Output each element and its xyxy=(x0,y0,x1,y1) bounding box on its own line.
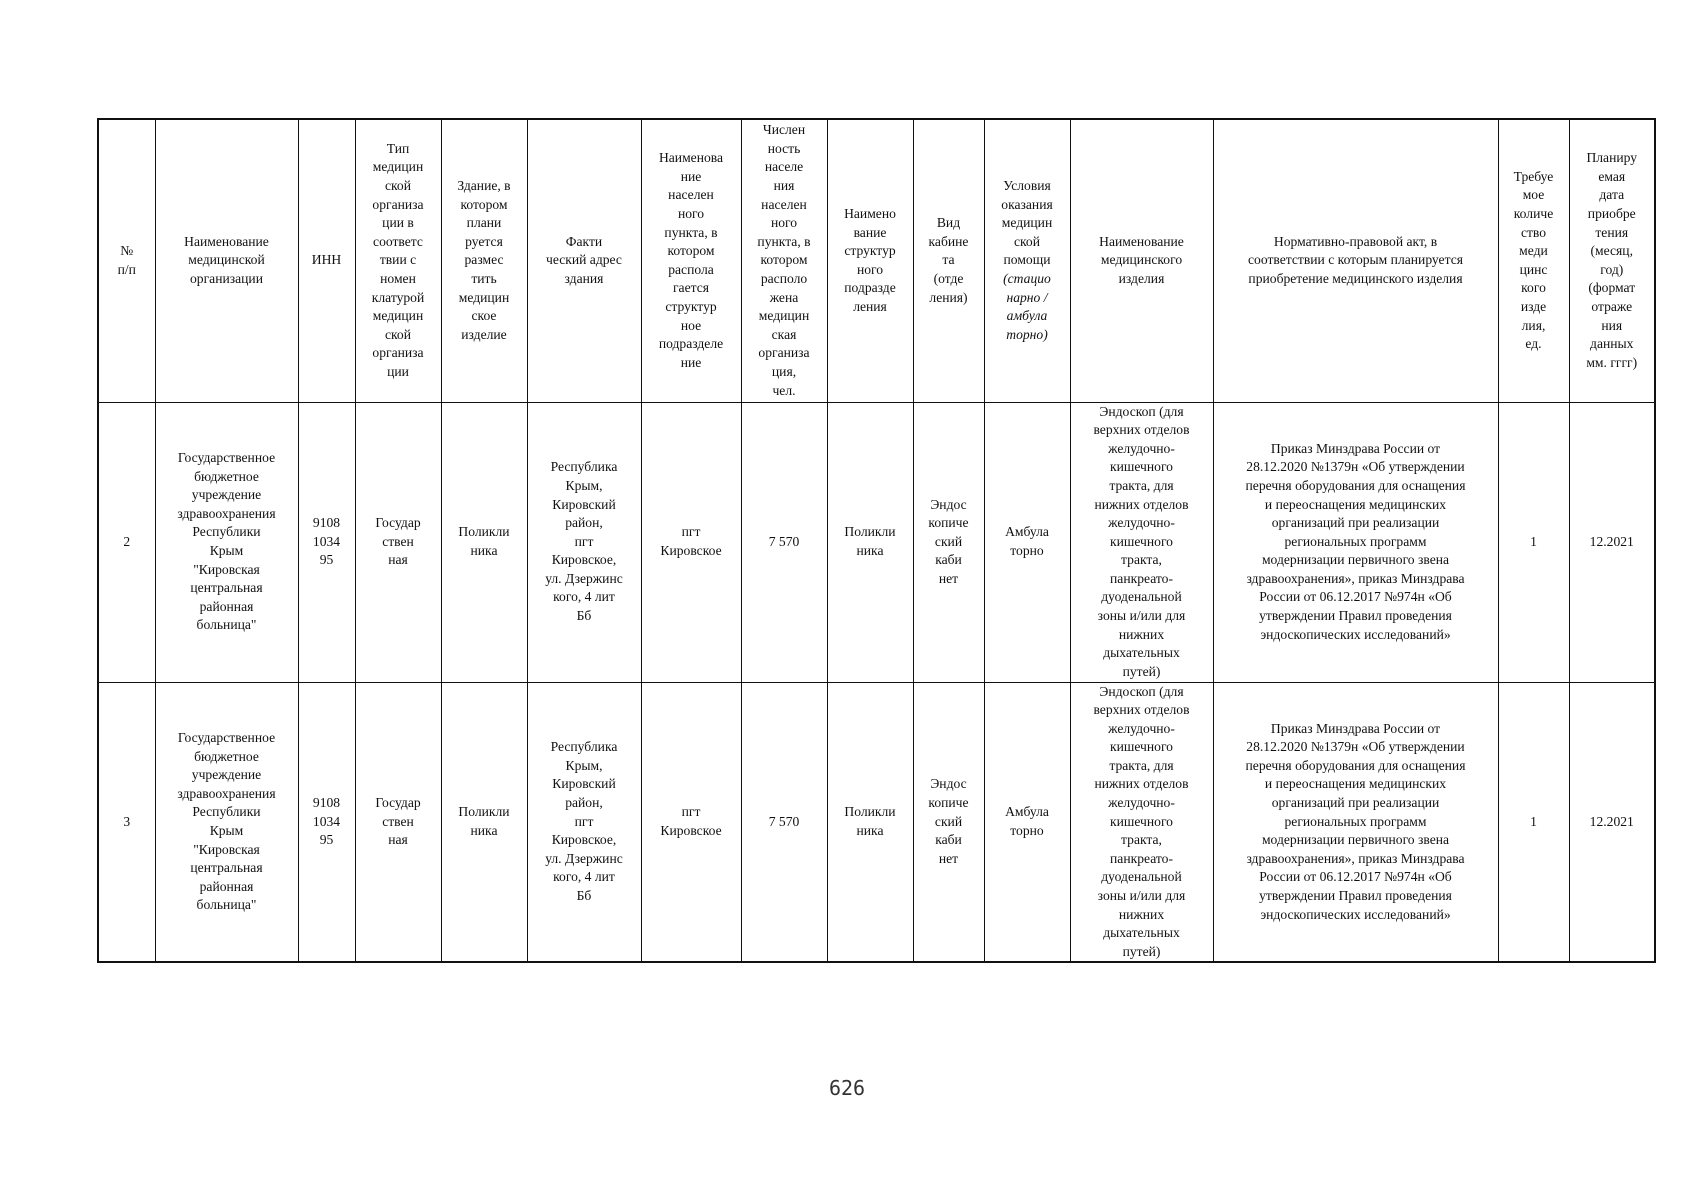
cell-quantity: 1 xyxy=(1498,402,1569,682)
cell-number: 3 xyxy=(98,682,155,962)
header-conditions-options: (стацио нарно / амбула торно) xyxy=(1003,271,1051,342)
header-quantity: Требуе мое количе ство меди цинс кого изде лия, ед. xyxy=(1498,119,1569,402)
header-conditions-main: Условия оказания медицин ской помощи xyxy=(1001,178,1053,268)
cell-legal-act: Приказ Минздрава России от 28.12.2020 №1379н «Об утверждении перечня оборудования для оснащения и переоснащения медицинских организаций при реализации региональных программ модернизации первичного звена здравоохранения», приказ Минздрава России от 06.12.2017 №974н «Об утверждении Правил проведения эндоскопических исследований» xyxy=(1213,402,1498,682)
cell-organization: Государственное бюджетное учреждение здравоохранения Республики Крым "Кировская центральная районная больница" xyxy=(155,682,298,962)
cell-population: 7 570 xyxy=(741,402,827,682)
header-cabinet: Вид кабине та (отде ления) xyxy=(913,119,984,402)
header-number: № п/п xyxy=(98,119,155,402)
header-device: Наименование медицинского изделия xyxy=(1070,119,1213,402)
cell-org-type: Государ ствен ная xyxy=(355,402,441,682)
cell-unit: Поликли ника xyxy=(827,682,913,962)
cell-address: Республика Крым, Кировский район, пгт Кировское, ул. Дзержинс кого, 4 лит Бб xyxy=(527,402,641,682)
header-legal-act: Нормативно-правовой акт, в соответствии с которым планируется приобретение медицинского изделия xyxy=(1213,119,1498,402)
cell-date: 12.2021 xyxy=(1569,682,1655,962)
cell-device: Эндоскоп (для верхних отделов желудочно- кишечного тракта, для нижних отделов желудочно- кишечного тракта, панкреато- дуоденальной зоны и/или для нижних дыхательных путей) xyxy=(1070,402,1213,682)
header-date: Планиру емая дата приобре тения (месяц, год) (формат отраже ния данных мм. гггг) xyxy=(1569,119,1655,402)
header-conditions xyxy=(984,119,1070,402)
page-number: 626 xyxy=(828,1076,866,1100)
cell-device: Эндоскоп (для верхних отделов желудочно- кишечного тракта, для нижних отделов желудочно- кишечного тракта, панкреато- дуоденальной зоны и/или для нижних дыхательных путей) xyxy=(1070,682,1213,962)
header-unit: Наимено вание структур ного подразде ления xyxy=(827,119,913,402)
cell-number: 2 xyxy=(98,402,155,682)
equipment-table xyxy=(97,118,1656,963)
cell-conditions: Амбула торно xyxy=(984,682,1070,962)
header-population: Числен ность населе ния населен ного пункта, в котором располо жена медицин ская организа ция, чел. xyxy=(741,119,827,402)
header-building: Здание, в котором плани руется размес тить медицин ское изделие xyxy=(441,119,527,402)
header-organization: Наименование медицинской организации xyxy=(155,119,298,402)
header-settlement: Наименова ние населен ного пункта, в котором распола гается структур ное подразделе ние xyxy=(641,119,741,402)
cell-settlement: пгт Кировское xyxy=(641,682,741,962)
header-org-type: Тип медицин ской организа ции в соответс твии с номен клатурой медицин ской организа ции xyxy=(355,119,441,402)
cell-cabinet: Эндос копиче ский каби нет xyxy=(913,402,984,682)
cell-quantity: 1 xyxy=(1498,682,1569,962)
header-row xyxy=(98,119,1655,402)
cell-address: Республика Крым, Кировский район, пгт Кировское, ул. Дзержинс кого, 4 лит Бб xyxy=(527,682,641,962)
cell-legal-act: Приказ Минздрава России от 28.12.2020 №1379н «Об утверждении перечня оборудования для оснащения и переоснащения медицинских организаций при реализации региональных программ модернизации первичного звена здравоохранения», приказ Минздрава России от 06.12.2017 №974н «Об утверждении Правил проведения эндоскопических исследований» xyxy=(1213,682,1498,962)
cell-population: 7 570 xyxy=(741,682,827,962)
cell-date: 12.2021 xyxy=(1569,402,1655,682)
cell-cabinet: Эндос копиче ский каби нет xyxy=(913,682,984,962)
cell-unit: Поликли ника xyxy=(827,402,913,682)
cell-conditions: Амбула торно xyxy=(984,402,1070,682)
header-inn: ИНН xyxy=(298,119,355,402)
cell-org-type: Государ ствен ная xyxy=(355,682,441,962)
cell-building: Поликли ника xyxy=(441,402,527,682)
cell-settlement: пгт Кировское xyxy=(641,402,741,682)
header-address: Факти ческий адрес здания xyxy=(527,119,641,402)
table-row xyxy=(98,682,1655,962)
cell-organization: Государственное бюджетное учреждение здравоохранения Республики Крым "Кировская центральная районная больница" xyxy=(155,402,298,682)
table-row xyxy=(98,402,1655,682)
cell-building: Поликли ника xyxy=(441,682,527,962)
cell-inn: 9108 1034 95 xyxy=(298,682,355,962)
cell-inn: 9108 1034 95 xyxy=(298,402,355,682)
